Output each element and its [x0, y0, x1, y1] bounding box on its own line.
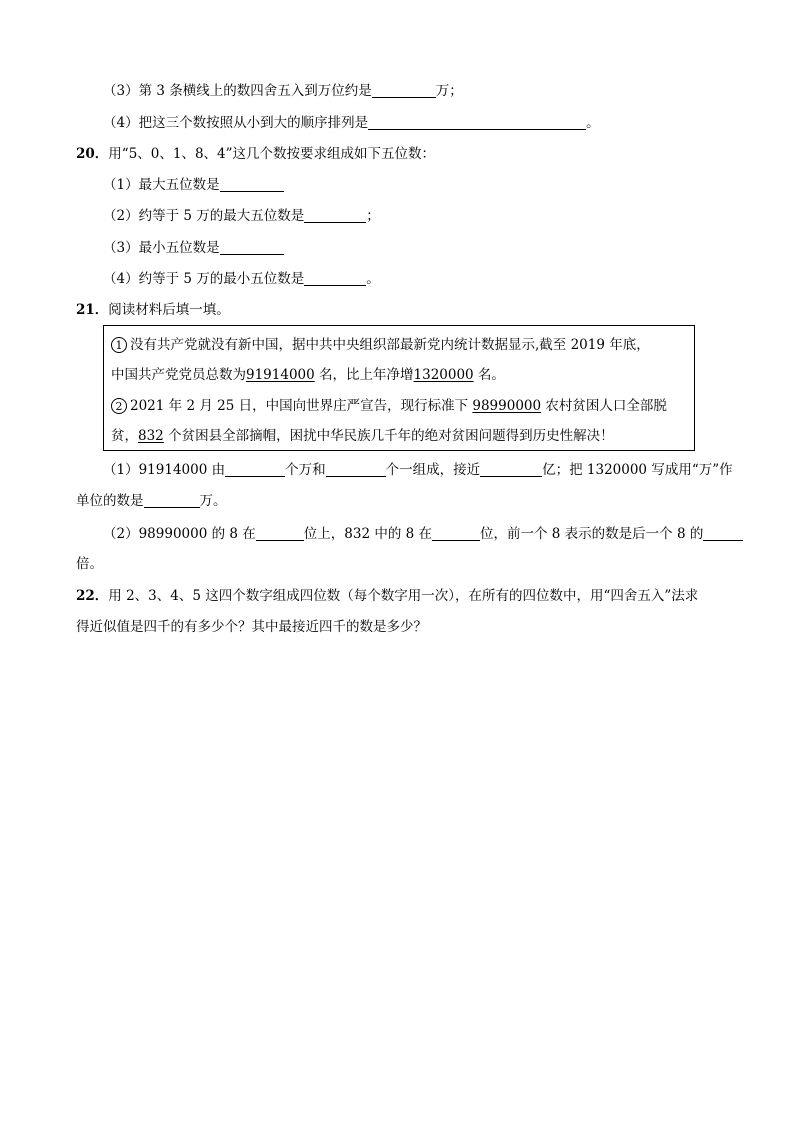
- q20-part3: （3）最小五位数是: [103, 239, 284, 257]
- answer-blank[interactable]: [368, 115, 586, 130]
- q22-line2: 得近似值是四千的有多少个？其中最接近四千的数是多少？: [76, 619, 427, 635]
- material-2-line2: 贫，832 个贫困县全部摘帽，困扰中华民族几千年的绝对贫困问题得到历史性解决！: [111, 428, 614, 444]
- q19-part4: （4）把这三个数按照从小到大的顺序排列是 。: [103, 115, 600, 131]
- answer-blank[interactable]: [256, 526, 304, 541]
- q21-part1-line1: （1）91914000 由 个万和 个一组成，接近 亿；把 1320000 写成用“万”作: [103, 462, 733, 478]
- answer-blank[interactable]: [220, 177, 284, 192]
- q19-part3: （3）第 3 条横线上的数四舍五入到万位约是 万；: [103, 83, 463, 99]
- q21-part2-line1: （2）98990000 的 8 在 位上，832 中的 8 在 位，前一个 8 表示的数是后一个 8 的: [103, 525, 743, 543]
- question-number: 21．: [76, 302, 109, 318]
- question-number: 20．: [76, 146, 109, 162]
- answer-blank[interactable]: [703, 526, 743, 541]
- answer-blank[interactable]: [225, 462, 285, 477]
- q21-part1-line2: 单位的数是 万。: [76, 493, 227, 509]
- answer-blank[interactable]: [326, 462, 386, 477]
- q21-stem: 21．阅读材料后填一填。: [76, 302, 230, 318]
- answer-blank[interactable]: [220, 240, 284, 255]
- q21-part2-line2: 倍。: [76, 556, 103, 572]
- answer-blank[interactable]: [480, 462, 542, 477]
- material-1-line2: 中国共产党党员总数为91914000 名，比上年净增1320000 名。: [111, 367, 505, 383]
- question-number: 22．: [76, 588, 109, 604]
- answer-blank[interactable]: [304, 208, 366, 223]
- circled-number-1: 1: [111, 337, 127, 353]
- answer-blank[interactable]: [372, 83, 436, 98]
- material-1-line1: 1 没有共产党就没有新中国，据中共中央组织部最新党内统计数据显示,截至 2019 年底，: [111, 336, 650, 354]
- q20-part1: （1）最大五位数是: [103, 176, 284, 194]
- q20-part2: （2）约等于 5 万的最大五位数是 ；: [103, 208, 380, 224]
- answer-blank[interactable]: [304, 271, 366, 286]
- q22-line1: 22．用 2、3、4、5 这四个数字组成四位数（每个数字用一次），在所有的四位数中，用“四舍五入”法求: [76, 588, 699, 604]
- material-2-line1: 2 2021 年 2 月 25 日，中国向世界庄严宣告，现行标准下 98990000 农村贫困人口全部脱: [111, 397, 667, 415]
- q20-part4: （4）约等于 5 万的最小五位数是 。: [103, 271, 380, 287]
- answer-blank[interactable]: [144, 493, 200, 508]
- q20-stem: 20．用“5、0、1、8、4”这几个数按要求组成如下五位数：: [76, 146, 436, 162]
- circled-number-2: 2: [111, 398, 127, 414]
- answer-blank[interactable]: [432, 526, 480, 541]
